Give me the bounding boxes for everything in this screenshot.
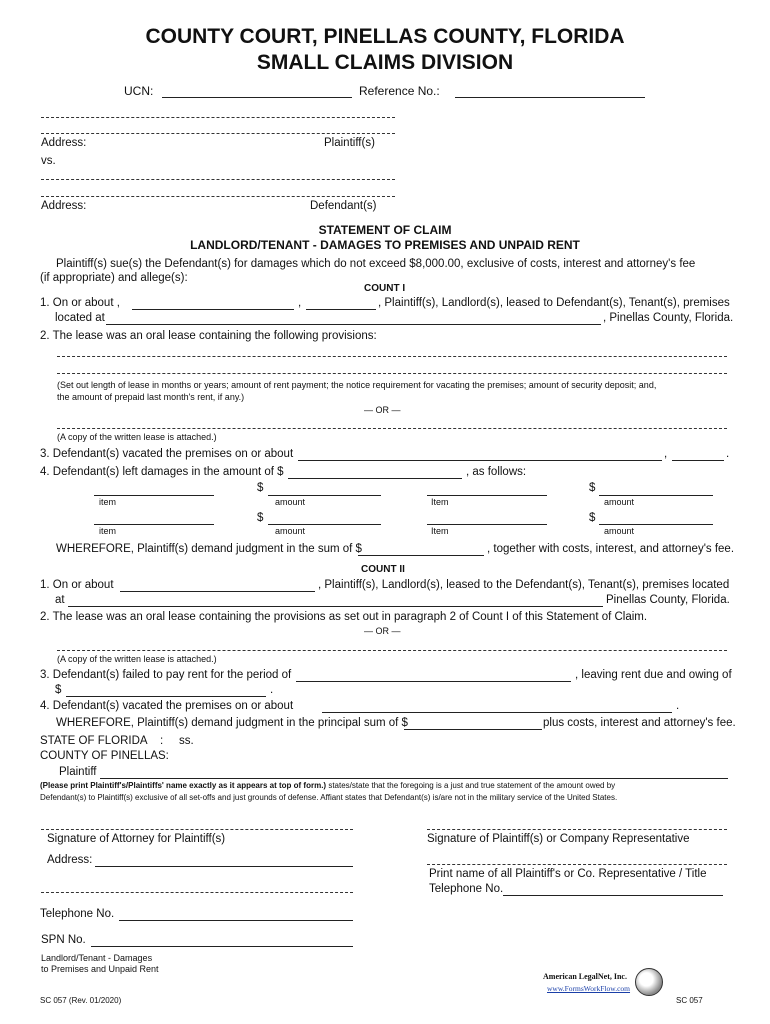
form-name-line-1: Landlord/Tenant - Damages [41,953,153,963]
amount-label: amount [604,497,635,507]
amount-label: amount [604,526,635,536]
count1-comma-2: , [664,448,668,460]
attorney-address-label: Address: [47,854,93,866]
damage-amount-4-field[interactable] [599,524,713,525]
affidavit-text-1 [40,781,615,790]
count1-or: — OR — [364,405,401,415]
damage-amount-1-field[interactable] [268,495,381,496]
count1-p4-start: 4. Defendant(s) left damages in the amount of $ [40,466,284,478]
damages-total-field[interactable] [288,478,462,479]
count2-date-field[interactable] [120,591,315,592]
lease-note-1: (Set out length of lease in months or years; amount of rent payment; the notice requirement for vacating the premises; amount of security deposit; and, [57,380,657,390]
count1-p3: 3. Defendant(s) vacated the premises on or about [40,448,294,460]
count1-p4-end: , as follows: [466,466,527,478]
dollar-sign: $ [257,512,264,524]
count2-copy-note: (A copy of the written lease is attached.) [57,654,217,664]
county-label: COUNTY OF PINELLAS: [40,750,169,762]
count2-vacate-field[interactable] [322,712,672,713]
division-title: SMALL CLAIMS DIVISION [256,51,514,74]
amount-label: amount [275,526,306,536]
plaintiff-signature-line[interactable] [427,829,727,830]
american-legalnet-logo[interactable] [543,968,663,998]
count1-p1-start: 1. On or about , [40,297,120,309]
plaintiff-name-line-2[interactable] [41,133,395,134]
count2-p2: 2. The lease was an oral lease containing the provisions as set out in paragraph 2 of Count I of this Statement of Claim. [40,611,648,623]
count2-p3-end: , leaving rent due and owing of [575,669,732,681]
dollar-sign: $ [257,482,264,494]
count1-vacate-year-field[interactable] [672,460,724,461]
count2-p1-mid: , Plaintiff(s), Landlord(s), leased to the Defendant(s), Tenant(s), premises located [318,579,730,591]
attorney-signature-label: Signature of Attorney for Plaintiff(s) [47,833,226,845]
count2-p3-start: 3. Defendant(s) failed to pay rent for the period of [40,669,292,681]
damage-item-3-field[interactable] [94,524,214,525]
spn-field[interactable] [91,946,353,947]
count1-copy-note: (A copy of the written lease is attached.) [57,432,217,442]
plaintiff-signature-label: Signature of Plaintiff(s) or Company Representative [427,833,690,845]
item-label: item [99,526,117,536]
print-name-line[interactable] [427,864,727,865]
count1-located-label: located at [55,312,105,324]
count2-county: Pinellas County, Florida. [606,594,730,606]
attorney-address-field[interactable] [95,866,353,867]
count-1-title: COUNT I [364,283,406,294]
ucn-field[interactable] [162,97,352,98]
defendant-name-line-1[interactable] [41,179,395,180]
count2-p4: 4. Defendant(s) vacated the premises on or about [40,700,294,712]
form-code-right: SC 057 [676,996,703,1005]
count-2-title: COUNT II [361,564,405,575]
count1-judgment-sum-field[interactable] [358,555,484,556]
plaintiff-telephone-label: Telephone No. [429,883,504,895]
amount-label: amount [275,497,306,507]
plaintiff-telephone-field[interactable] [503,895,723,896]
defendant-name-line-2[interactable] [41,196,395,197]
lease-note-2: the amount of prepaid last month's rent, if any.) [57,392,245,402]
damage-item-2-field[interactable] [427,495,547,496]
count1-p1-mid: , Plaintiff(s), Landlord(s), leased to Defendant(s), Tenant(s), premises [378,297,730,309]
spn-label: SPN No. [41,934,86,946]
count1-wherefore-start: WHEREFORE, Plaintiff(s) demand judgment in the sum of $ [56,543,362,555]
intro-line-1: Plaintiff(s) sue(s) the Defendant(s) for damages which do not exceed $8,000.00, exclusive of costs, interest and attorney's fee [56,258,696,270]
count1-comma: , [298,297,302,309]
dollar-sign: $ [55,684,62,696]
attorney-address-line-2[interactable] [41,892,353,893]
count2-principal-sum-field[interactable] [404,729,542,730]
damage-item-1-field[interactable] [94,495,214,496]
globe-icon [635,968,663,996]
count1-period: . [726,448,730,460]
print-name-label: Print name of all Plaintiff's or Co. Representative / Title [429,868,707,880]
court-title: COUNTY COURT, PINELLAS COUNTY, FLORIDA [145,25,625,48]
count2-wherefore-end: plus costs, interest and attorney's fee. [543,717,736,729]
damage-amount-2-field[interactable] [599,495,713,496]
ucn-label: UCN: [124,84,154,98]
count1-premises-field[interactable] [106,324,601,325]
state-label: STATE OF FLORIDA [40,735,148,747]
defendant-address-label: Address: [41,200,87,212]
defendant-label: Defendant(s) [310,200,377,212]
rent-due-field[interactable] [66,696,266,697]
count2-at-label: at [55,594,65,606]
count2-written-lease-line[interactable] [57,650,727,651]
ss-label: ss. [179,735,194,747]
item-label: Item [431,497,449,507]
count2-wherefore-start: WHEREFORE, Plaintiff(s) demand judgment in the principal sum of $ [56,717,408,729]
count2-period: . [270,684,274,696]
reference-label: Reference No.: [359,84,440,98]
versus-label: vs. [41,155,56,167]
logo-url-link[interactable]: www.FormsWorkFlow.com [547,984,631,993]
affidavit-text-1-rest: states/state that the foregoing is a just and true statement of the amount owed by [326,781,616,790]
logo-company-name: American LegalNet, Inc. [543,972,627,981]
attorney-signature-line[interactable] [41,829,353,830]
item-label: item [99,497,117,507]
intro-line-2: (if appropriate) and allege(s): [40,272,188,284]
count1-county: , Pinellas County, Florida. [603,312,734,324]
count1-p2: 2. The lease was an oral lease containing the following provisions: [40,330,377,342]
plaintiff-address-label: Address: [41,137,87,149]
damage-amount-3-field[interactable] [268,524,381,525]
form-code: SC 057 (Rev. 01/2020) [40,996,122,1005]
affiant-name-field[interactable] [100,778,728,779]
count1-year-field[interactable] [306,309,376,310]
statement-heading: STATEMENT OF CLAIM [318,223,452,237]
count2-premises-field[interactable] [68,606,603,607]
affidavit-bold-note: (Please print Plaintiff's/Plaintiffs' name exactly as it appears at top of form.) [40,781,327,790]
lease-provisions-line-1[interactable] [57,356,727,357]
count2-p1-start: 1. On or about [40,579,114,591]
state-colon: : [160,735,164,747]
attorney-telephone-label: Telephone No. [40,908,115,920]
lease-provisions-line-2[interactable] [57,373,727,374]
rent-period-field[interactable] [296,681,571,682]
item-label: Item [431,526,449,536]
count1-wherefore-end: , together with costs, interest, and attorney's fee. [487,543,735,555]
plaintiff-label: Plaintiff(s) [324,137,375,149]
plaintiff-name-line-1[interactable] [41,117,395,118]
count2-period-2: . [676,700,680,712]
count1-date-field[interactable] [132,309,294,310]
reference-field[interactable] [455,97,645,98]
count2-or: — OR — [364,626,401,636]
damage-item-4-field[interactable] [427,524,547,525]
dollar-sign: $ [589,512,596,524]
dollar-sign: $ [589,482,596,494]
affiant-plaintiff-label: Plaintiff [59,766,97,778]
attorney-telephone-field[interactable] [119,920,353,921]
affidavit-text-2: Defendant(s) to Plaintiff(s) exclusive of all set-offs and just grounds of defense. Affiant states that Defendant(s) is/are not in the military service of the United States. [40,793,618,802]
count1-vacate-date-field[interactable] [298,460,662,461]
written-lease-line[interactable] [57,428,727,429]
statement-subheading: LANDLORD/TENANT - DAMAGES TO PREMISES AND UNPAID RENT [190,238,580,252]
form-name-line-2: to Premises and Unpaid Rent [41,964,159,974]
